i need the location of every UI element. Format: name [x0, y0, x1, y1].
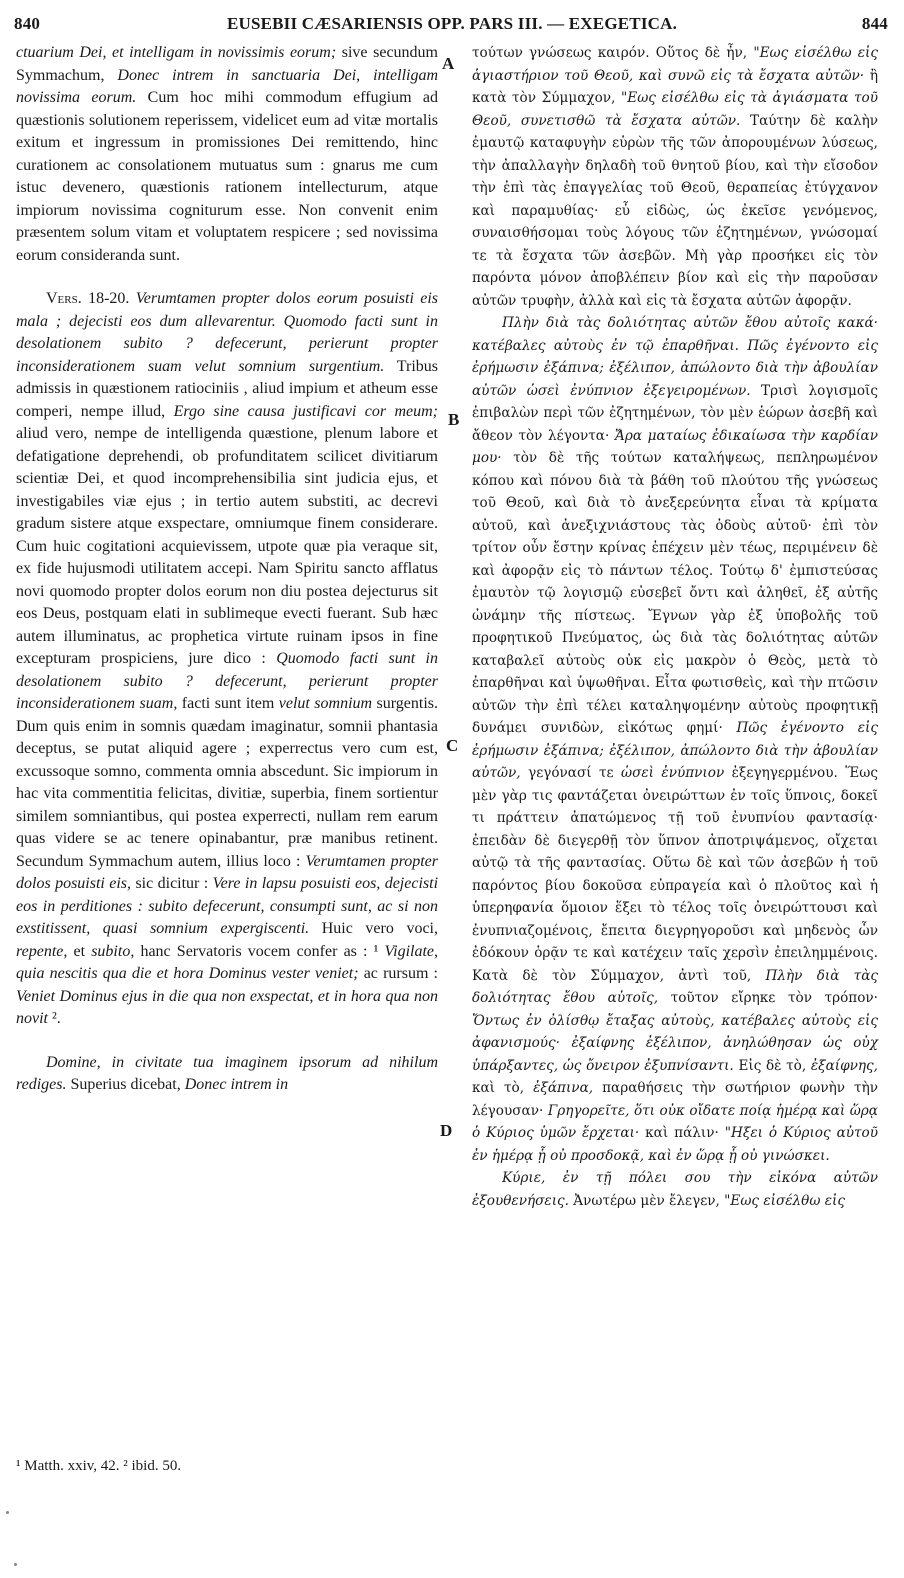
latin-quote: velut somnium	[278, 695, 373, 712]
greek-paragraph-1	[472, 42, 878, 312]
greek-text: γεγόνασί τε	[520, 765, 621, 781]
greek-quote: "Εως εἰσέλθω εἰς τὰ ἁγιάσματα τοῦ Θεοῦ, συνετισθῶ τὰ ἔσχατα αὐτῶν.	[472, 90, 878, 129]
greek-text: Εἰς δὲ τὸ,	[733, 1057, 811, 1074]
greek-quote: Ὄντως ἐν ὀλίσθῳ ἔταξας αὐτοὺς, κατέβαλες αὐτοὺς εἰς ἀφανισμούς· ἐξαίφνης ἐξέλιπον, ἀνηλώθησαν ὡς οὐχ ὑπάρξαντες, ὡς ὄνειρον ἐξυπνίσαντι.	[472, 1012, 878, 1074]
latin-quote: Donec intrem in	[184, 1076, 289, 1093]
latin-text: Huic vero voci,	[309, 920, 438, 937]
greek-text: ἐξεγηγερμένου. Ἕως μὲν γὰρ τις φαντάζεται ὀνειρώττων ἐν τοῖς ὕπνοις, δοκεῖ τι πράττειν ἀπατώμενος τῇ τοῦ ἐνυπνίου φαντασίᾳ· ἐπειδὰν δὲ διεγερθῇ τὸν ὕπνον ἀποτριψάμενος, οἴχεται αὐτῷ τὰ τῆς φαντασίας. Οὕτω δὲ καὶ τῶν ἀσεβῶν ἡ τοῦ παρόντος βίου δοκοῦσα εὐπραγεία καὶ ὁ πλοῦτος καὶ ἡ ὑπερηφανία ὅμοιον ἕξει τὸ τέλος τοῖς ὀνειρώττουσι καὶ ἐνυπνιαζομένοις, ἔπειτα διεγρηγοροῦσι καὶ μηδενὸς ὧν ἐδόκουν ὁρᾷν τε καὶ κατέχειν ταῖς χερσὶν ἐπειλημμένοις. Κατὰ δὲ τὸν Σύμμαχον, ἀντὶ τοῦ,	[472, 765, 878, 984]
greek-text: Ταύτην δὲ καλὴν ἐμαυτῷ καταφυγὴν εὑρὼν τῆς τῶν ἀπορουμένων λύσεως, τὴν ἀπαλλαγὴν δηλαδὴ τοῦ θνητοῦ βίου, καὶ τὴν εἴσοδον τὴν ἐπὶ τὰς ἐπαγγελίας τοῦ Θεοῦ, θεραπείας ἐτύγχανον καὶ παραμυθίας· εὖ εἰδὼς, ὡς ἐκεῖσε γενόμενος, συναισθήσομαι τοὺς λόγους τῶν ἐζητημένων, γνώσομαί τε τὰ ἔσχατα τῶν ἀσεβῶν. Μὴ γὰρ προσήκει εἰς τὸν παρόντα μόνον ἀποβλέπειν βίον καὶ εἰς τὴν παροῦσαν αὐτῶν τρυφὴν, ἀλλὰ καὶ εἰς τὰ ἔσχατα αὐτῶν ἀφορᾷν.	[472, 112, 878, 309]
greek-text: Ἀνωτέρω μὲν ἔλεγεν,	[568, 1192, 725, 1209]
latin-quote: Donec intrem in sanctuaria Dei, intelligam novissima eorum.	[16, 66, 439, 106]
greek-quote: ἐξαίφνης,	[810, 1057, 878, 1074]
latin-paragraph-1	[16, 42, 438, 267]
greek-text: τὸν δὲ τῆς τούτων καταλήψεως, πεπληρωμένον κόπου καὶ πόνου διὰ τὰ βάθη τοῦ πλούτου τῆς γνώσεως τοῦ Θεοῦ, καὶ διὰ τὸ ἀνεξερεύνητα εἶναι τὰ κρίματα αὐτοῦ, καὶ ἀνεξιχνιάστους τὰς ὁδοὺς αὐτοῦ· ἐπὶ τὸν τρίτον οὖν ἔστην κρίνας ἐπέχειν μὲν τέως, περιμένειν δὲ καὶ ἀφορᾷν εἰς τὸ πάντων τέλος. Τούτῳ δ' ἐμπιστεύσας ἐμαυτὸν τῷ λογισμῷ εὐσεβεῖ ὄντι καὶ ἀληθεῖ, ἐξ αὐτῆς ὠνάμην τῆς πίστεως. Ἔγνων γὰρ ἐξ ὑποβολῆς τοῦ προφητικοῦ Πνεύματος, ὡς διὰ τὰς δολιότητας αὐτῶν καταβαλεῖ αὐτοὺς οὐκ εἰς μακρὸν ὁ Θεὸς, μετὰ τὸ ἐπαρθῆναι καὶ ὑψωθῆναι. Εἶτα φωτισθεὶς, καὶ τὴν πτῶσιν αὐτῶν τὴν ἐπὶ τέλει καταληψομένην αὐτοὺς προφητικῇ δυνάμει συνιδὼν, εἰκότως φημί·	[472, 450, 878, 736]
greek-text: Τρισὶ λογισμοῖς ἐπιβαλὼν περὶ τῶν ἐζητημένων, τὸν μὲν ἑώρων ἀσεβῆ καὶ ἄθεον τὸν λέγοντα·	[472, 382, 878, 444]
section-marker-a: A	[442, 54, 455, 73]
greek-quote: Πῶς ἐγένοντο εἰς ἐρήμωσιν ἐξάπινα; ἐξέλιπον, ἀπώλοντο διὰ τὴν ἀβουλίαν αὐτῶν,	[472, 720, 878, 781]
latin-text: et	[67, 942, 92, 960]
scan-speck	[14, 1563, 17, 1566]
latin-text: sive secundum Symmachum,	[16, 44, 438, 84]
greek-quote: Ἄρα ματαίως ἐδικαίωσα τὴν καρδίαν μου·	[472, 427, 878, 466]
section-marker-c: C	[446, 736, 459, 755]
greek-text: καὶ πάλιν·	[639, 1125, 725, 1141]
section-marker-d: D	[440, 1121, 453, 1140]
latin-quote: Verumtamen propter dolos posuisti eis,	[16, 852, 439, 892]
latin-text: Tribus admissis in quæstionem ratiociniis , aliud impium et atheum esse comperi, nempe illud,	[16, 357, 439, 420]
greek-quote: Κύριε, ἐν τῇ πόλει σου τὴν εἰκόνα αὐτῶν ἐξουθενήσεις.	[472, 1170, 878, 1209]
latin-quote: Verumtamen propter dolos eorum posuisti eis mala ; dejecisti eos dum allevarentur. Quomodo facti sunt in desolationem subito ? defecerunt, perierunt propter inconsiderationem suam velut somnium surgentium.	[16, 290, 439, 375]
greek-paragraph-2	[472, 312, 878, 1167]
latin-text: sic dicitur :	[131, 875, 213, 892]
greek-quote: "Εως εἰσέλθω εἰς	[724, 1192, 845, 1209]
latin-quote: Ergo sine causa justificavi cor meum;	[173, 402, 438, 420]
footnote-ref-2: ².	[48, 1010, 61, 1027]
latin-text: aliud vero, nempe de intelligenda quæstione, plenum labore et defatigatione deprehendi, ob profunditatem scilicet divitiarum scientiæ Dei, et quod incomprehensibilia sint judicia ejus, et investigabiles viæ ejus ; in tertio autem substiti, ac decrevi gradum sistere atque exspectare, omniumque finem considerare. Cum huic cogitationi acquievissem, utpote quæ pia veraque sit, ex fide hujusmodi utilitatem accepi. Nam Spiritu sancto afflatus novi quomodo propter dolos eorum non diu postea dejecturus sit eos Deus, postquam elati in sublimeque evecti fuerant. Sub hæc autem illuminatus, ac prophetica virtute ruinam ipsos in fine excepturam prospiciens, jure dico :	[16, 425, 438, 667]
latin-quote: ctuarium Dei, et intelligam in novissimis eorum;	[16, 44, 337, 61]
latin-quote: subito,	[91, 942, 135, 960]
latin-text: ac rursum :	[358, 965, 439, 982]
latin-text: surgentis. Dum quis enim in somnis quædam imaginatur, somnii phantasia deceptus, se putat aliquid agere ; experrectus vero cum est, excussoque somno, commenta omnia abscedunt. Sic impiorum in hac vita commentitia felicitas, divitiæ, superbia, finem sortientur similem somniantibus, qui postea experrecti, nullam rem earum quas videre se ac tenere opinabantur, præ manibus retinent. Secundum Symmachum autem, illius loco :	[16, 695, 439, 870]
greek-quote: ἐξάπινα,	[533, 1080, 594, 1096]
greek-quote: Γρηγορεῖτε, ὅτι οὐκ οἴδατε ποίᾳ ἡμέρᾳ καὶ ὥρᾳ ὁ Κύριος ὑμῶν ἔρχεται·	[472, 1102, 878, 1141]
scan-speck	[6, 1511, 9, 1514]
latin-text: Cum hoc mihi commodum effugium ad quæstionis solutionem reperissem, videlicet eum ad vitæ mortalis exitum et ingressum in promissiones Dei remittendo, hinc curationem ac consolationem mutuatus sum : gnarus me cum istuc devenero, quæstionis rationem intellecturum, atque impiorum novissima cogniturum esse. Non convenit enim præsentem solum vitam et voluptatem respicere ; sed novissima eorum consideranda sunt.	[16, 89, 438, 264]
latin-column	[16, 42, 438, 1097]
footnotes: ¹ Matth. xxiv, 42. ² ibid. 50.	[16, 1458, 182, 1474]
greek-text: τοῦτον εἴρηκε τὸν τρόπον·	[658, 990, 878, 1006]
greek-text: παραθήσεις τὴν σωτήριον φωνὴν τὴν λέγουσαν·	[472, 1080, 878, 1119]
latin-quote: Quomodo facti sunt in desolationem subito ? defecerunt, perierunt propter inconsiderationem suam,	[16, 650, 438, 712]
greek-column	[472, 42, 878, 1212]
greek-paragraph-3	[472, 1167, 878, 1212]
latin-paragraph-2	[16, 288, 438, 1031]
greek-text: ἢ κατὰ τὸν Σύμμαχον,	[472, 67, 878, 106]
greek-quote: Πλὴν διὰ τὰς δολιότητας αὐτῶν ἔθου αὐτοῖς κακά· κατέβαλες αὐτοὺς ἐν τῷ ἐπαρθῆναι. Πῶς ἐγένοντο εἰς ἐρήμωσιν ἐξάπινα; ἐξέλιπον, ἀπώλοντο διὰ τὴν ἀβουλίαν αὐτῶν ὡσεὶ ἐνύπνιον ἐξεγειρομένων.	[472, 315, 878, 399]
greek-quote: "Ηξει ὁ Κύριος αὐτοῦ ἐν ἡμέρᾳ ᾗ οὐ προσδοκᾷ, καὶ ἐν ὥρᾳ ᾗ οὐ γινώσκει.	[472, 1125, 878, 1164]
footnote-ref-1: ¹	[373, 942, 379, 960]
greek-quote: ὡσεὶ ἐνύπνιον	[621, 765, 725, 781]
greek-quote: "Εως εἰσέλθω εἰς ἁγιαστήριον τοῦ Θεοῦ, καὶ συνῶ εἰς τὰ ἔσχατα αὐτῶν·	[472, 45, 878, 84]
verse-label: Vers.	[46, 290, 82, 307]
latin-text: Superius dicebat,	[66, 1076, 185, 1093]
verse-number: 18-20.	[81, 290, 136, 307]
latin-quote: Vere in lapsu posuisti eos, dejecisti eos in perditiones : subito defecerunt, consumpti sunt, ac si non exstitissent, quasi somnium expergiscenti.	[16, 875, 439, 937]
latin-text: facti sunt item	[177, 695, 279, 712]
greek-text: τούτων γνώσεως καιρόν. Οὕτος δὲ ἦν,	[472, 45, 754, 61]
latin-quote: Domine, in civitate tua imaginem ipsorum ad nihilum rediges.	[16, 1053, 438, 1093]
page-number-right: 844	[861, 14, 888, 33]
running-title: EUSEBII CÆSARIENSIS OPP. PARS III. — EXEGETICA.	[226, 14, 678, 33]
latin-text: hanc Servatoris vocem confer as :	[134, 942, 374, 960]
running-header	[0, 14, 904, 38]
greek-text: καὶ τὸ,	[472, 1080, 534, 1096]
latin-quote: Veniet Dominus ejus in die qua non exspectat, et in hora qua non novit	[16, 987, 438, 1027]
latin-quote: repente,	[16, 942, 68, 960]
latin-quote: Vigilate, quia nescitis qua die et hora Dominus vester veniet;	[16, 942, 439, 982]
greek-quote: Πλὴν διὰ τὰς δολιότητας ἔθου αὐτοῖς,	[472, 967, 878, 1006]
section-marker-b: B	[448, 410, 460, 429]
page-number-left: 840	[14, 14, 41, 33]
latin-paragraph-3	[16, 1052, 438, 1097]
